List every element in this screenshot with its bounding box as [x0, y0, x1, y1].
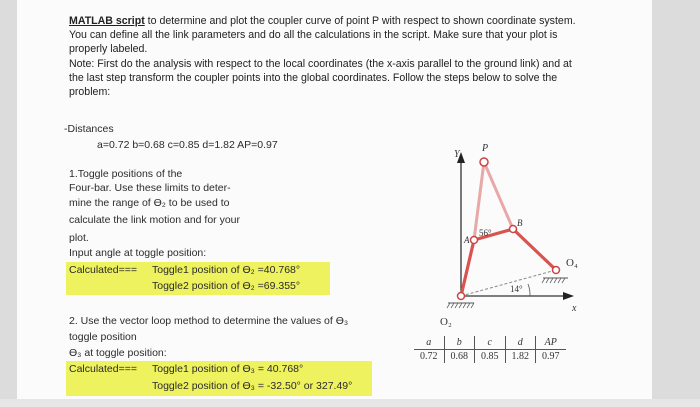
angle-14-arc	[528, 284, 530, 296]
distances-values: a=0.72 b=0.68 c=0.85 d=1.82 AP=0.97	[97, 139, 278, 151]
table-cell: 1.82	[505, 350, 536, 364]
link-a	[461, 240, 474, 296]
label-x: x	[572, 303, 577, 314]
step2-toggle1: Toggle1 position of ϴ₃ = 40.768°	[152, 363, 304, 375]
table-header-cell: a	[414, 336, 444, 350]
ground-hatch-o4	[542, 278, 565, 283]
joint-p	[480, 158, 488, 166]
table-header-cell: d	[505, 336, 536, 350]
ground-hatch-o2	[447, 303, 474, 308]
label-b: B	[517, 218, 523, 228]
joint-o4	[553, 267, 560, 274]
table-cell: 0.72	[420, 351, 438, 362]
joint-o2	[458, 293, 465, 300]
table-row	[414, 350, 566, 364]
step1-line: mine the range of ϴ₂ to be used to	[69, 197, 230, 209]
table-cell: 0.85	[475, 350, 506, 364]
intro-text: to determine and plot the coupler curve of point P with respect to shown coordinate system. You can define all the link parameters and do all the calculations in the script. Make sure that your plot is properly labeled.	[69, 15, 576, 56]
step1-line: Four-bar. Use these limits to deter-	[69, 182, 231, 194]
label-14-deg: 14°	[510, 284, 523, 294]
step2-line: 2. Use the vector loop method to determine the values of ϴ₃	[69, 315, 349, 327]
label-p: P	[482, 143, 489, 154]
label-a: A	[464, 235, 470, 245]
step2-calculated-label: Calculated===	[69, 363, 138, 375]
joint-a	[471, 237, 478, 244]
step1-line: 1.Toggle positions of the	[69, 168, 183, 180]
step1-input-label: Input angle at toggle position:	[69, 247, 207, 259]
x-axis-arrow	[563, 292, 574, 300]
step2-line: toggle position	[69, 331, 137, 343]
intro-note: Note: First do the analysis with respect to the local coordinates (the x-axis parallel to the ground link) and at the last step transform the coupler points into the global coordinates. Follow the steps below to solve the problem:	[69, 57, 572, 99]
step1-calculated-label: Calculated===	[69, 264, 138, 276]
step1-toggle1: Toggle1 position of ϴ₂ =40.768°	[152, 264, 301, 276]
table-header-cell: c	[475, 336, 506, 350]
distances-heading: -Distances	[64, 123, 114, 135]
step2-line: ϴ₃ at toggle position:	[69, 347, 167, 359]
step2-toggle2: Toggle2 position of ϴ₃ = -32.50° or 327.49°	[152, 380, 353, 392]
label-o4: O₄	[566, 257, 578, 269]
step1-toggle2: Toggle2 position of ϴ₂ =69.355°	[152, 280, 301, 292]
label-56-deg: 56°	[479, 228, 492, 238]
ground-link	[461, 270, 556, 296]
table-cell: 0.68	[444, 350, 475, 364]
table-cell: 0.97	[536, 350, 566, 364]
table-header-cell: AP	[536, 336, 566, 350]
joint-b	[510, 226, 517, 233]
step1-line: plot.	[69, 232, 89, 244]
intro-title: MATLAB script	[69, 15, 145, 27]
table-header-cell: b	[444, 336, 475, 350]
table-header-row	[414, 336, 566, 350]
parameter-table	[414, 336, 566, 363]
link-c	[513, 229, 556, 270]
label-y: Y	[454, 149, 460, 160]
label-o2: O₂	[440, 316, 452, 328]
step1-line: calculate the link motion and for your	[69, 214, 241, 226]
